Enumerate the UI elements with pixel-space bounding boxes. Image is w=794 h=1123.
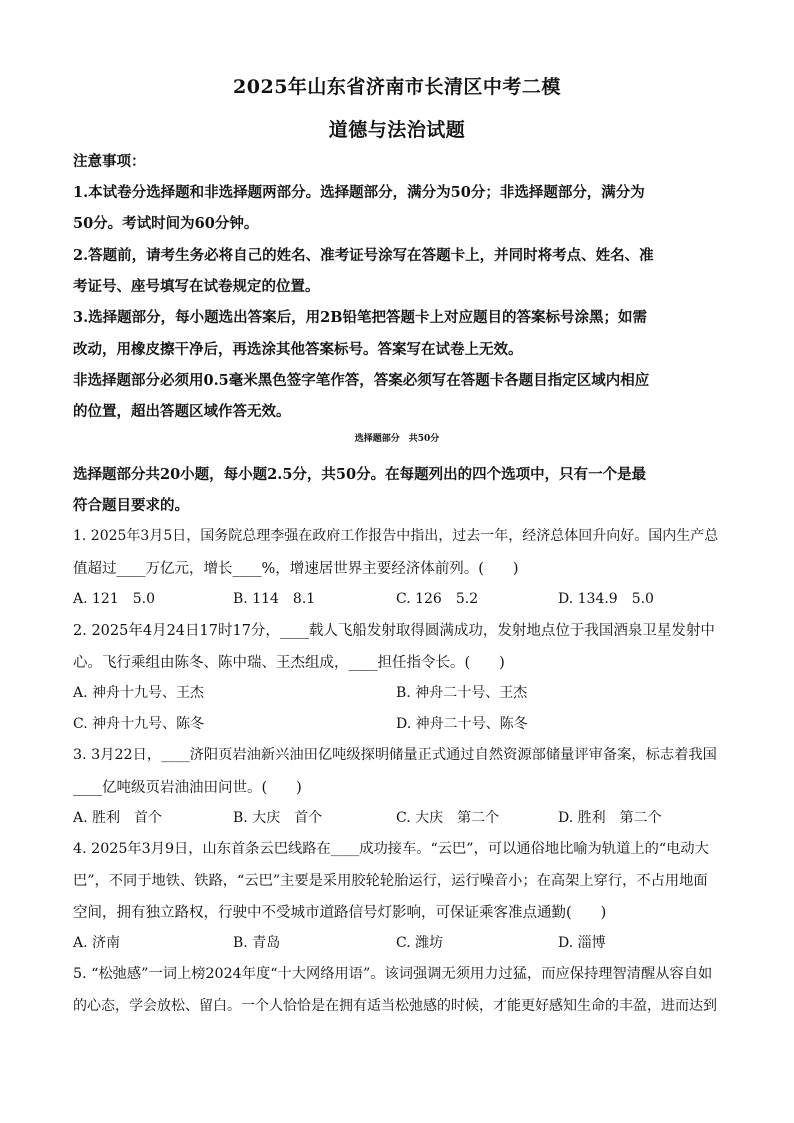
section-heading: 选择题部分 共50分 — [354, 434, 440, 444]
q4-stem-line-1: 4. 2025年3月9日，山东首条云巴线路在____成功接车。“云巴”，可以通俗地比喻为轨道上的“电动大 — [73, 841, 709, 857]
q1-option-c: C. 126 5.2 — [396, 591, 479, 607]
note-2-line-2: 考证号、座号填写在试卷规定的位置。 — [73, 278, 320, 295]
notes-heading: 注意事项： — [73, 153, 146, 170]
section-intro-line-1: 选择题部分共20小题，每小题2.5分，共50分。在每题列出的四个选项中，只有一个是最 — [73, 466, 647, 483]
q4-option-d: D. 淄博 — [558, 935, 606, 951]
q4-option-a: A. 济南 — [73, 935, 121, 951]
q1-option-d: D. 134.9 5.0 — [558, 591, 654, 607]
note-1-line-1: 1.本试卷分选择题和非选择题两部分。选择题部分，满分为50分；非选择题部分，满分为 — [73, 184, 645, 201]
section-intro-line-2: 符合题目要求的。 — [73, 497, 189, 514]
q2-stem-line-2: 心。飞行乘组由陈冬、陈中瑞、王杰组成，____担任指令长。( ) — [73, 655, 505, 671]
q1-option-b: B. 114 8.1 — [233, 591, 316, 607]
q2-stem-line-1: 2. 2025年4月24日17时17分，____载人飞船发射取得圆满成功，发射地点位于我国酒泉卫星发射中 — [73, 623, 715, 639]
note-3-line-2: 改动，用橡皮擦干净后，再选涂其他答案标号。答案写在试卷上无效。 — [73, 341, 523, 358]
q3-option-a: A. 胜利 首个 — [73, 810, 163, 826]
note-3-line-1: 3.选择题部分，每小题选出答案后，用2B铅笔把答题卡上对应题目的答案标号涂黑；如需 — [73, 309, 647, 326]
page-title: 2025年山东省济南市长清区中考二模 — [233, 76, 561, 98]
q2-option-b: B. 神舟二十号、王杰 — [396, 685, 528, 701]
q5-stem-line-2: 的心态，学会放松、留白。一个人恰恰是在拥有适当松弛感的时候，才能更好感知生命的丰盈，进而达到 — [73, 998, 717, 1014]
q1-stem-line-2: 值超过____万亿元，增长____%，增速居世界主要经济体前列。( ) — [73, 561, 519, 577]
q2-option-d: D. 神舟二十号、陈冬 — [396, 716, 528, 732]
note-1-line-2: 50分。考试时间为60分钟。 — [73, 215, 259, 232]
q3-option-d: D. 胜利 第二个 — [558, 810, 662, 826]
q3-option-b: B. 大庆 首个 — [233, 810, 323, 826]
q3-option-c: C. 大庆 第二个 — [396, 810, 500, 826]
q2-option-c: C. 神舟十九号、陈冬 — [73, 716, 205, 732]
q3-stem-line-1: 3. 3月22日，____济阳页岩油新兴油田亿吨级探明储量正式通过自然资源部储量评审备案，标志着我国 — [73, 747, 717, 763]
q1-option-a: A. 121 5.0 — [73, 591, 155, 607]
q3-stem-line-2: ____亿吨级页岩油油田问世。( ) — [73, 780, 302, 796]
q4-stem-line-3: 空间，拥有独立路权，行驶中不受城市道路信号灯影响，可保证乘客准点通勤( ) — [73, 905, 607, 921]
q5-stem-line-1: 5. “松弛感”一词上榜2024年度“十大网络用语”。该词强调无须用力过猛，而应保持理智清醒从容自如 — [73, 966, 713, 982]
page-subtitle: 道德与法治试题 — [328, 119, 466, 141]
q4-option-b: B. 青岛 — [233, 935, 281, 951]
note-4-line-2: 的位置，超出答题区域作答无效。 — [73, 403, 291, 420]
note-2-line-1: 2.答题前，请考生务必将自己的姓名、准考证号涂写在答题卡上，并同时将考点、姓名、准 — [73, 247, 654, 264]
note-4-line-1: 非选择题部分必须用0.5毫米黑色签字笔作答，答案必须写在答题卡各题目指定区域内相应 — [73, 372, 650, 389]
q4-stem-line-2: 巴”，不同于地铁、铁路，“云巴”主要是采用胶轮轮胎运行，运行噪音小；在高架上穿行，不占用地面 — [73, 873, 708, 889]
q1-stem-line-1: 1. 2025年3月5日，国务院总理李强在政府工作报告中指出，过去一年，经济总体回升向好。国内生产总 — [73, 528, 719, 544]
q2-option-a: A. 神舟十九号、王杰 — [73, 685, 205, 701]
q4-option-c: C. 潍坊 — [396, 935, 444, 951]
